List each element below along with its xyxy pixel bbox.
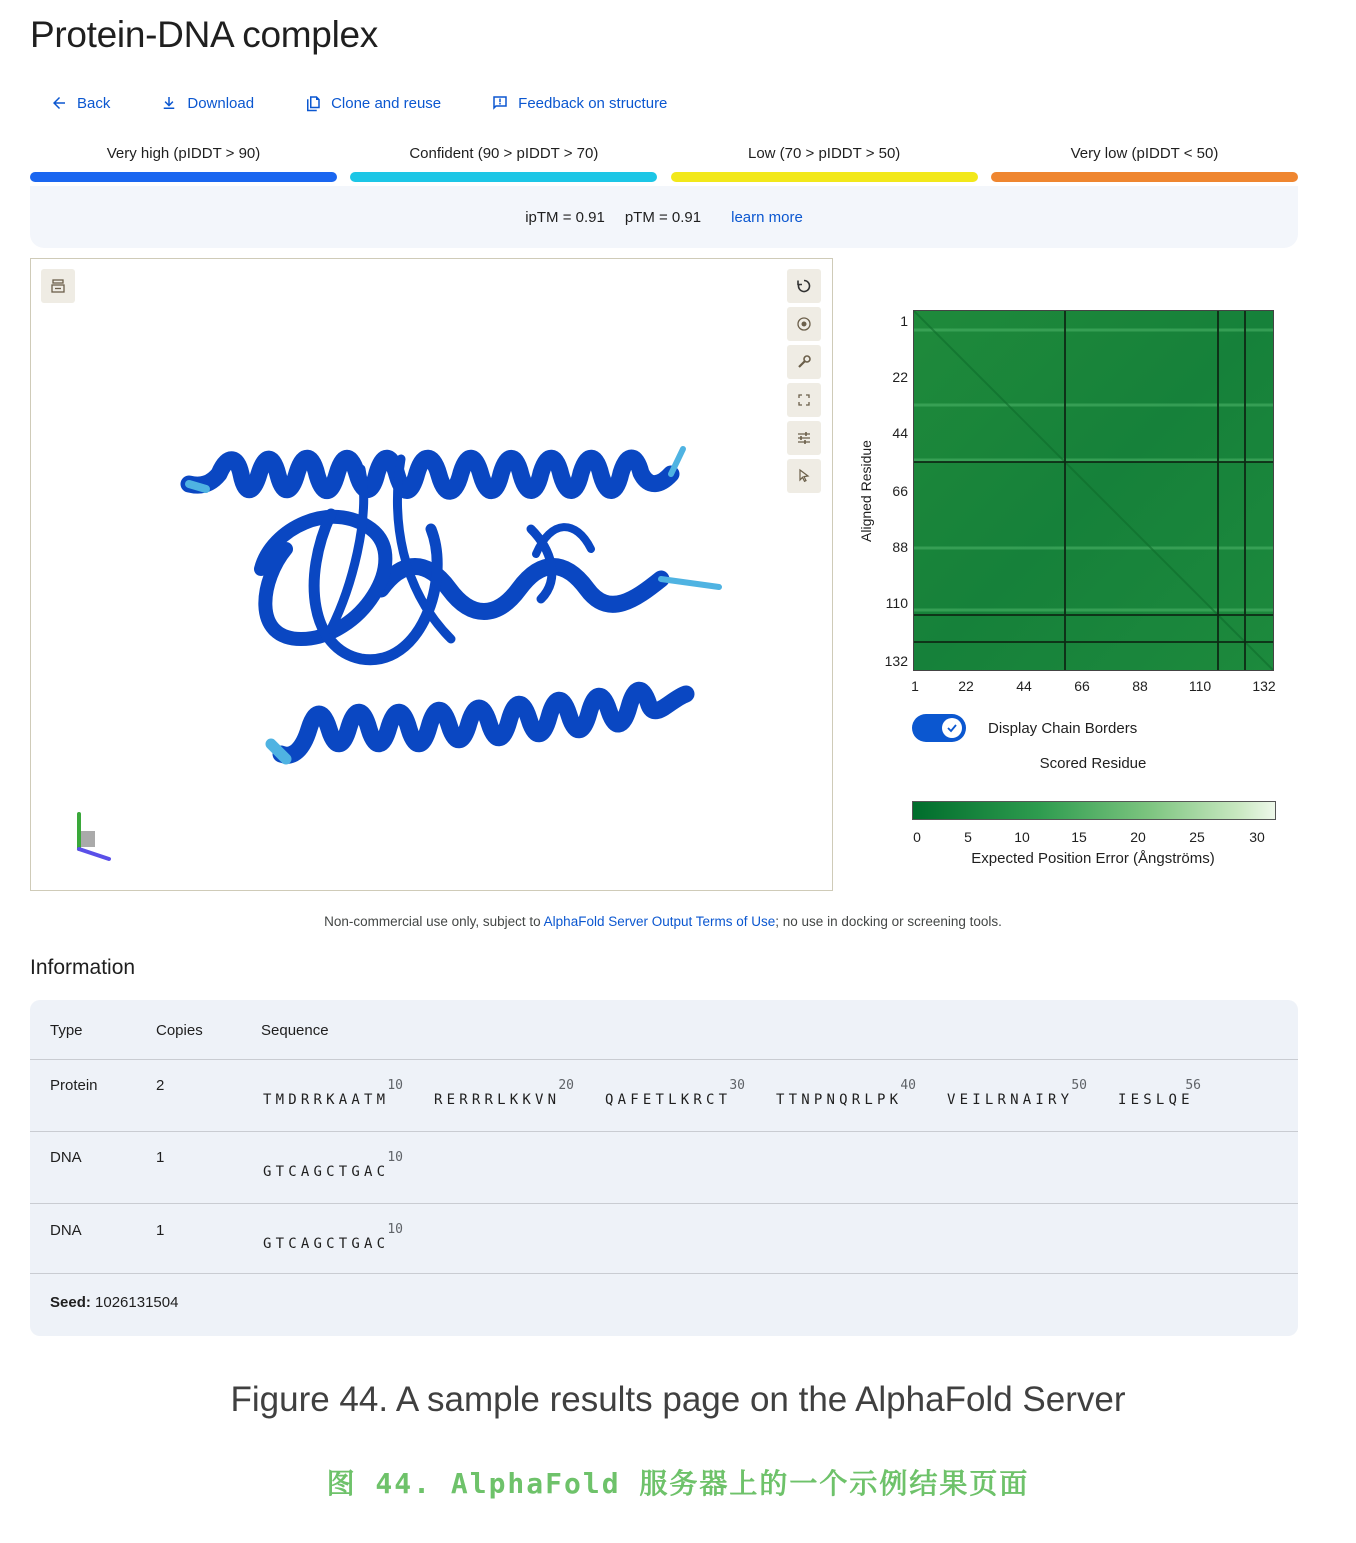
clone-and-reuse-button[interactable] [304,94,441,112]
download-label: Download [187,94,255,112]
chain-borders-label: Display Chain Borders [988,719,1138,737]
figure-caption-chinese: 图 44. AlphaFold 服务器上的一个示例结果页面 [326,1467,1030,1500]
x-tick: 110 [1188,678,1212,694]
table-row [30,1060,1298,1132]
pae-heatmap[interactable] [913,310,1274,671]
table-row [30,1204,1298,1274]
header-copies: Copies [156,1022,203,1039]
seed-info [50,1294,178,1311]
iptm-score: ipTM = 0.91 [525,208,605,226]
table-header [30,1000,1298,1060]
learn-more-link[interactable]: learn more [731,208,803,226]
structure-viewer[interactable] [30,258,833,891]
table-row [30,1132,1298,1204]
seq-position: 50 [1071,1078,1087,1093]
information-table [30,1000,1298,1336]
x-tick: 1 [911,678,919,694]
feedback-icon [491,94,509,112]
y-tick: 66 [892,483,908,499]
colorbar-ticks [913,829,1265,849]
x-tick: 66 [1074,678,1090,694]
legend-label: Confident (90 > pIDDT > 70) [409,145,599,162]
seq-residues: QAFETLKRCT [605,1092,732,1108]
toggle-knob [942,718,962,738]
seq-position: 40 [900,1078,916,1093]
seq-position: 10 [387,1150,403,1165]
row-type: DNA [50,1149,82,1166]
arrow-left-icon [50,94,68,112]
pae-colorbar [912,801,1276,820]
seq-position: 10 [387,1222,403,1237]
download-icon [160,94,178,112]
information-heading: Information [30,956,136,979]
seq-position: 30 [729,1078,745,1093]
cb-tick: 20 [1130,829,1146,845]
figure-caption: Figure 44. A sample results page on the AlphaFold Server [230,1380,1126,1419]
axis-triad [79,814,109,859]
protein-structure-render [31,259,834,892]
legend-bar [991,172,1298,182]
row-type: DNA [50,1222,82,1239]
pae-y-axis-label: Aligned Residue [858,440,874,542]
terms-suffix: ; no use in docking or screening tools. [775,914,1002,929]
y-tick: 44 [892,425,908,441]
cb-tick: 10 [1014,829,1030,845]
legend-bar [350,172,657,182]
colorbar-label: Expected Position Error (Ångströms) [971,850,1215,867]
y-tick: 1 [900,313,908,329]
x-tick: 132 [1252,678,1276,694]
terms-link[interactable]: AlphaFold Server Output Terms of Use [543,914,776,929]
check-icon [946,722,958,734]
seed-value: 1026131504 [95,1294,179,1311]
back-label: Back [77,94,111,112]
x-tick: 88 [1132,678,1148,694]
chain-borders-toggle-row [912,714,1137,742]
terms-notice [0,914,1326,929]
row-copies: 2 [156,1077,165,1094]
header-type: Type [50,1022,83,1039]
cb-tick: 30 [1249,829,1265,845]
clone-label: Clone and reuse [331,94,442,112]
legend-bar [30,172,337,182]
plddt-legend [30,145,1298,182]
y-tick: 22 [892,369,908,385]
legend-very-high [30,145,337,182]
feedback-button[interactable] [491,94,667,112]
feedback-label: Feedback on structure [518,94,668,112]
chain-borders-toggle[interactable] [912,714,966,742]
ptm-score: pTM = 0.91 [624,208,702,226]
seed-label: Seed: [50,1294,91,1311]
cb-tick: 25 [1189,829,1205,845]
download-button[interactable] [160,94,254,112]
seq-residues: IESLQE [1118,1092,1194,1108]
seq-residues: TMDRRKAATM [263,1092,390,1108]
y-tick: 110 [885,595,908,611]
legend-label: Low (70 > pIDDT > 50) [748,145,901,162]
cb-tick: 0 [913,829,921,845]
legend-low [671,145,978,182]
cb-tick: 15 [1071,829,1087,845]
pae-y-ticks [870,310,908,672]
row-copies: 1 [156,1149,165,1166]
seq-residues: TTNPNQRLPK [776,1092,903,1108]
legend-bar [671,172,978,182]
row-copies: 1 [156,1222,165,1239]
header-sequence: Sequence [261,1022,329,1039]
action-bar [50,90,717,116]
x-tick: 22 [958,678,974,694]
y-tick: 88 [892,539,908,555]
terms-prefix: Non-commercial use only, subject to [324,914,544,929]
legend-confident [350,145,657,182]
y-tick: 132 [884,653,908,669]
legend-label: Very high (pIDDT > 90) [106,145,261,162]
seq-position: 20 [558,1078,574,1093]
seq-residues: GTCAGCTGAC [263,1164,390,1180]
seq-residues: VEILRNAIRY [947,1092,1074,1108]
seq-position: 10 [387,1078,403,1093]
copy-icon [304,94,322,112]
row-type: Protein [50,1077,98,1094]
seq-position: 56 [1185,1078,1201,1093]
legend-very-low [991,145,1298,182]
seq-residues: GTCAGCTGAC [263,1236,390,1252]
score-panel [30,186,1298,248]
cb-tick: 5 [964,829,972,845]
x-tick: 44 [1016,678,1032,694]
pae-x-ticks [911,678,1276,698]
scored-residue-label: Scored Residue [1039,755,1147,772]
seq-residues: RERRRLKKVN [434,1092,561,1108]
back-button[interactable] [50,94,110,112]
legend-label: Very low (pIDDT < 50) [1070,145,1219,162]
page-title: Protein-DNA complex [30,14,378,55]
